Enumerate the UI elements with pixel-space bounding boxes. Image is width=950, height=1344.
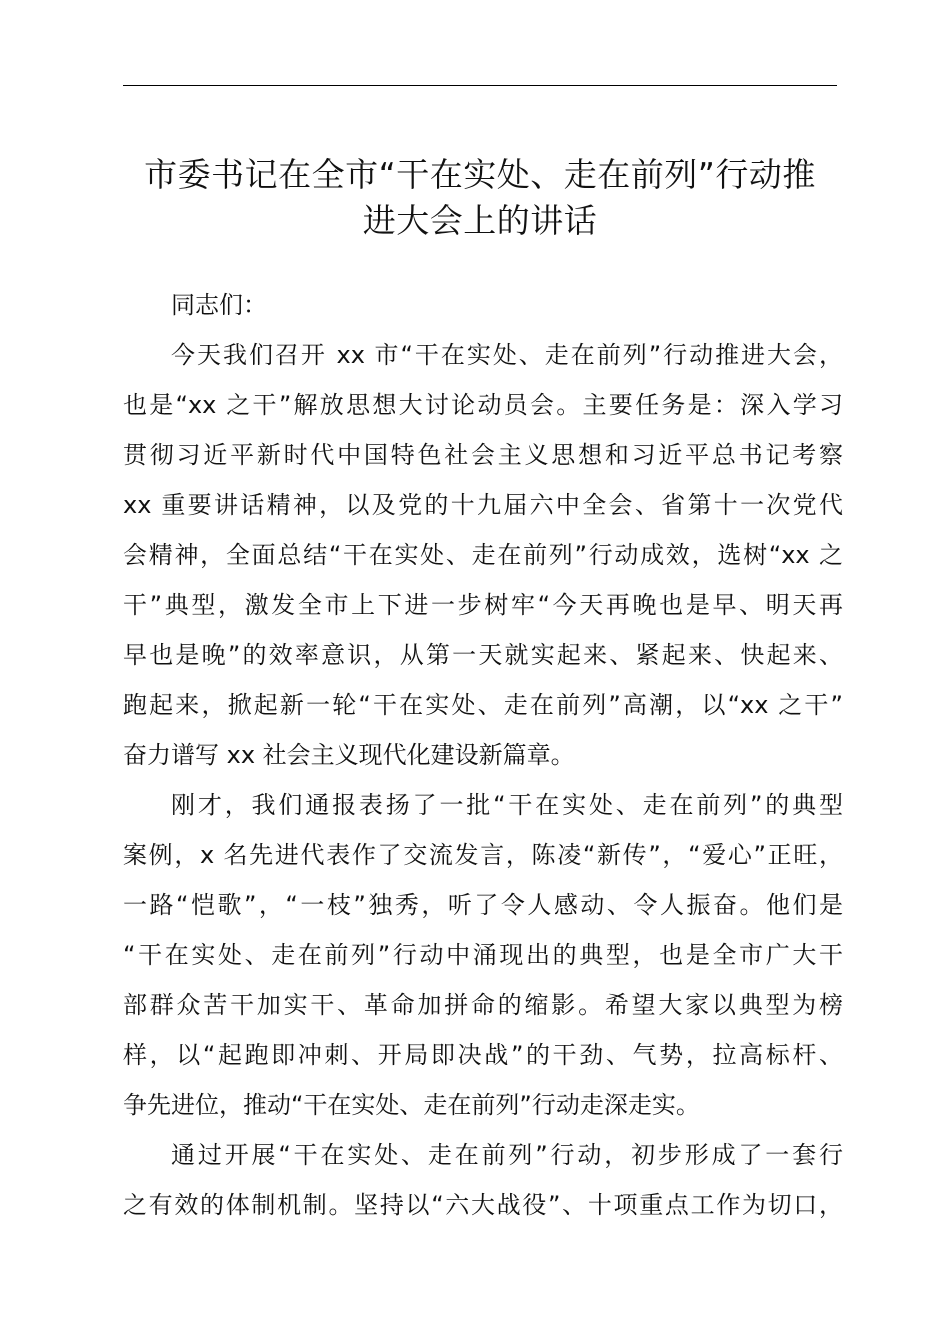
- document-title: [118, 152, 842, 244]
- paragraph-2: [123, 780, 843, 1130]
- paragraph-1: [123, 330, 843, 780]
- title-line-2: 进大会上的讲话: [362, 201, 598, 240]
- text-line: 刚才，我们通报表扬了一批“干在实处、走在前列”的典型: [171, 791, 843, 819]
- text-line: 奋力谱写 xx 社会主义现代化建设新篇章。: [123, 741, 575, 769]
- text-line: 之有效的体制机制。坚持以“六大战役”、十项重点工作为切口，: [123, 1191, 843, 1219]
- header-rule: [123, 85, 837, 86]
- text-line: 案例，x 名先进代表作了交流发言，陈凌“新传”，“爱心”正旺，: [123, 841, 843, 869]
- text-line: 今天我们召开 xx 市“干在实处、走在前列”行动推进大会，: [171, 341, 843, 369]
- text-line: 一路“恺歌”，“一枝”独秀，听了令人感动、令人振奋。他们是: [123, 891, 843, 919]
- title-line-1: 市委书记在全市“干在实处、走在前列”行动推: [144, 155, 816, 194]
- text-line: 会精神，全面总结“干在实处、走在前列”行动成效，选树“xx 之: [123, 541, 843, 569]
- paragraph-3: [123, 1130, 843, 1230]
- text-line: “干在实处、走在前列”行动中涌现出的典型，也是全市广大干: [123, 941, 843, 969]
- text-line: xx 重要讲话精神，以及党的十九届六中全会、省第十一次党代: [123, 491, 843, 519]
- text-line: 也是“xx 之干”解放思想大讨论动员会。主要任务是：深入学习: [123, 391, 843, 419]
- text-line: 贯彻习近平新时代中国特色社会主义思想和习近平总书记考察: [123, 441, 843, 469]
- text-line: 跑起来，掀起新一轮“干在实处、走在前列”高潮，以“xx 之干”: [123, 691, 843, 719]
- text-line: 早也是晚”的效率意识，从第一天就实起来、紧起来、快起来、: [123, 641, 843, 669]
- document-body: [123, 280, 843, 1230]
- text-line: 通过开展“干在实处、走在前列”行动，初步形成了一套行: [171, 1141, 843, 1169]
- text-line: 干”典型，激发全市上下进一步树牢“今天再晚也是早、明天再: [123, 591, 843, 619]
- text-line: 争先进位，推动“干在实处、走在前列”行动走深走实。: [123, 1091, 700, 1119]
- salutation: 同志们：: [171, 291, 267, 319]
- text-line: 部群众苦干加实干、革命加拼命的缩影。希望大家以典型为榜: [123, 991, 843, 1019]
- text-line: 样，以“起跑即冲刺、开局即决战”的干劲、气势，拉高标杆、: [123, 1041, 843, 1069]
